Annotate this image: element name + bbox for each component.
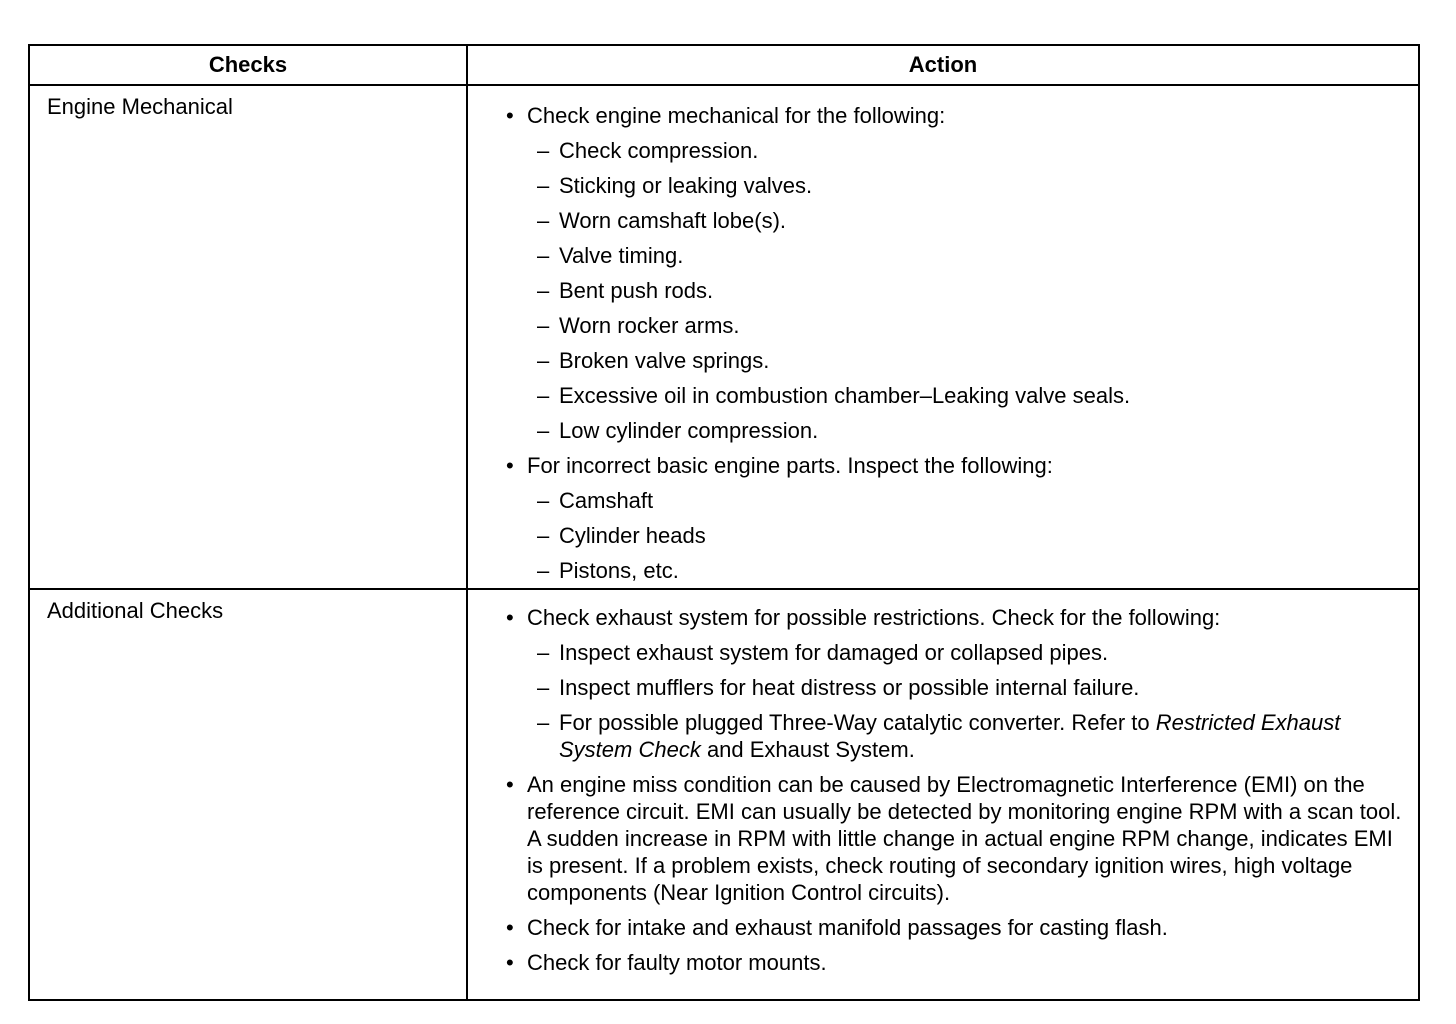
sub-item: – Camshaft (527, 487, 1402, 514)
reference-suffix: and Exhaust System. (700, 737, 915, 762)
list-item: • Check for faulty motor mounts. (506, 949, 1402, 976)
sub-item: – Sticking or leaking valves. (527, 172, 1402, 199)
sub-item: – Worn camshaft lobe(s). (527, 207, 1402, 234)
diagnostic-table (28, 44, 1420, 1001)
sub-item: – Check compression. (527, 137, 1402, 164)
bullet-text: For incorrect basic engine parts. Inspect the following: (527, 453, 1053, 478)
action-list (506, 102, 1402, 584)
header-checks: Checks (30, 46, 468, 86)
sub-item: – Broken valve springs. (527, 347, 1402, 374)
sub-item: – Valve timing. (527, 242, 1402, 269)
list-item (506, 452, 1402, 584)
action-additional-checks (468, 590, 1418, 999)
sub-item: – Bent push rods. (527, 277, 1402, 304)
list-item: • Check for intake and exhaust manifold passages for casting flash. (506, 914, 1402, 941)
sub-item: – Low cylinder compression. (527, 417, 1402, 444)
action-list (506, 604, 1402, 976)
header-action: Action (468, 46, 1418, 86)
check-engine-mechanical: Engine Mechanical (30, 86, 468, 590)
sub-list (527, 487, 1402, 584)
check-additional-checks: Additional Checks (30, 590, 468, 999)
sub-item: – Inspect mufflers for heat distress or possible internal failure. (527, 674, 1402, 701)
action-engine-mechanical (468, 86, 1418, 590)
reference-prefix: For possible plugged Three-Way catalytic converter. Refer to (559, 710, 1156, 735)
reference-title: Restricted Exhaust System Check (559, 710, 1341, 762)
sub-list (527, 137, 1402, 444)
sub-item: – Excessive oil in combustion chamber–Leaking valve seals. (527, 382, 1402, 409)
sub-item-reference (527, 709, 1402, 763)
sub-item: – Pistons, etc. (527, 557, 1402, 584)
sub-list (527, 639, 1402, 763)
bullet-text: Check engine mechanical for the following: (527, 103, 946, 128)
sub-item: – Worn rocker arms. (527, 312, 1402, 339)
sub-item: – Inspect exhaust system for damaged or collapsed pipes. (527, 639, 1402, 666)
list-item (506, 604, 1402, 763)
list-item (506, 102, 1402, 444)
list-item: • An engine miss condition can be caused by Electromagnetic Interference (EMI) on the reference circuit. EMI can usually be detected by monitoring engine RPM with a scan tool. A sudden increase in RPM with little change in actual engine RPM change, indicates EMI is present. If a problem exists, check routing of secondary ignition wires, high voltage components (Near Ignition Control circuits). (506, 771, 1402, 906)
bullet-text: Check exhaust system for possible restrictions. Check for the following: (527, 605, 1221, 630)
sub-item: – Cylinder heads (527, 522, 1402, 549)
